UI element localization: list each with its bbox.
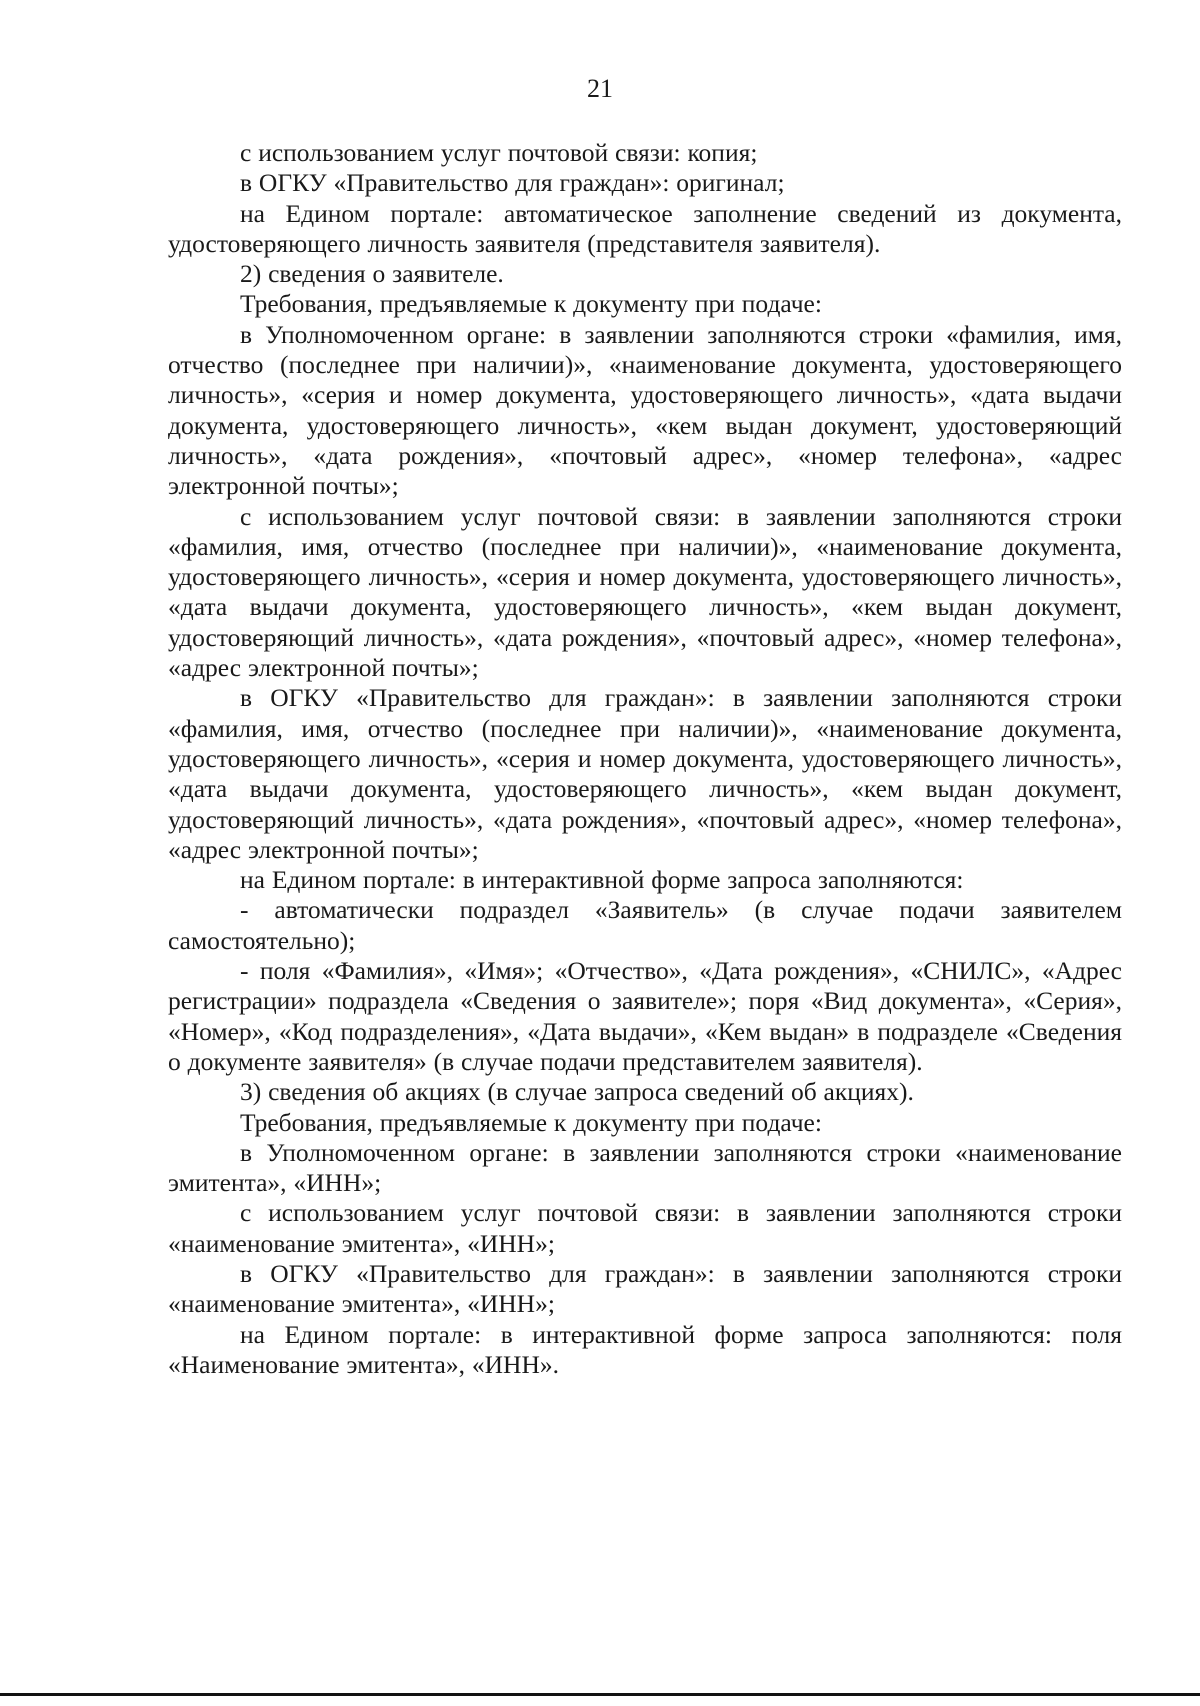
section-applicant-info-heading: 2) сведения о заявителе. (240, 259, 504, 289)
section-shares-info-heading: 3) сведения об акциях (в случае запроса сведений об акциях). (240, 1077, 914, 1107)
paragraph-ogku: в ОГКУ «Правительство для граждан»: в заявлении заполняются строки «фамилия, имя, отчество (последнее при наличии)», «наименование документа, удостоверяющего личность», «серия и номер документа, удостоверяющего личность», «дата выдачи документа, удостоверяющего личность», «кем выдан документ, удостоверяющий личность», «дата рождения», «почтовый адрес», «номер телефона», «адрес электронной почты»; (168, 683, 1122, 864)
paragraph-ogku-shares: в ОГКУ «Правительство для граждан»: в заявлении заполняются строки «наименование эмитента», «ИНН»; (168, 1258, 1122, 1319)
paragraph-authorized-body-shares: в Уполномоченном органе: в заявлении заполняются строки «наименование эмитента», «ИНН»; (168, 1137, 1122, 1198)
list-item-fields: - поля «Фамилия», «Имя»; «Отчество», «Дата рождения», «СНИЛС», «Адрес регистрации» подраздела «Сведения о заявителе»; поря «Вид документа», «Серия», «Номер», «Код подразделения», «Дата выдачи», «Кем выдан» в подразделе «Сведения о документе заявителя» (в случае подачи представителем заявителя). (168, 956, 1122, 1076)
paragraph-postal-service-shares: с использованием услуг почтовой связи: в заявлении заполняются строки «наименование эмитента», «ИНН»; (168, 1198, 1122, 1258)
list-item-auto-subsection: - автоматически подраздел «Заявитель» (в случае подачи заявителем самостоятельно); (168, 895, 1122, 955)
requirements-heading: Требования, предъявляемые к документу при подаче: (240, 289, 822, 319)
paragraph-postal-copy: с использованием услуг почтовой связи: копия; (240, 138, 758, 167)
requirements-heading-2: Требования, предъявляемые к документу при подаче: (240, 1107, 822, 1137)
paragraph-portal-shares: на Едином портале: в интерактивной форме запроса заполняются: поля «Наименование эмитента», «ИНН». (168, 1319, 1122, 1379)
document-body (168, 138, 1122, 1380)
paragraph-postal-service: с использованием услуг почтовой связи: в заявлении заполняются строки «фамилия, имя, отчество (последнее при наличии)», «наименование документа, удостоверяющего личность», «серия и номер документа, удостоверяющего личность», «дата выдачи документа, удостоверяющего личность», «кем выдан документ, удостоверяющий личность», «дата рождения», «почтовый адрес», «номер телефона», «адрес электронной почты»; (168, 501, 1122, 683)
page-number: 21 (587, 74, 613, 103)
paragraph-authorized-body: в Уполномоченном органе: в заявлении заполняются строки «фамилия, имя, отчество (последнее при наличии)», «наименование документа, удостоверяющего личность», «серия и номер документа, удостоверяющего личность», «дата выдачи документа, удостоверяющего личность», «кем выдан документ, удостоверяющий личность», «дата рождения», «почтовый адрес», «номер телефона», «адрес электронной почты»; (168, 319, 1122, 501)
paragraph-ogku-original: в ОГКУ «Правительство для граждан»: оригинал; (240, 168, 785, 198)
paragraph-portal-autofill: на Едином портале: автоматическое заполнение сведений из документа, удостоверяющего личность заявителя (представителя заявителя). (168, 198, 1122, 258)
paragraph-portal-form: на Едином портале: в интерактивной форме запроса заполняются: (240, 865, 964, 895)
bottom-divider (0, 1693, 1200, 1696)
